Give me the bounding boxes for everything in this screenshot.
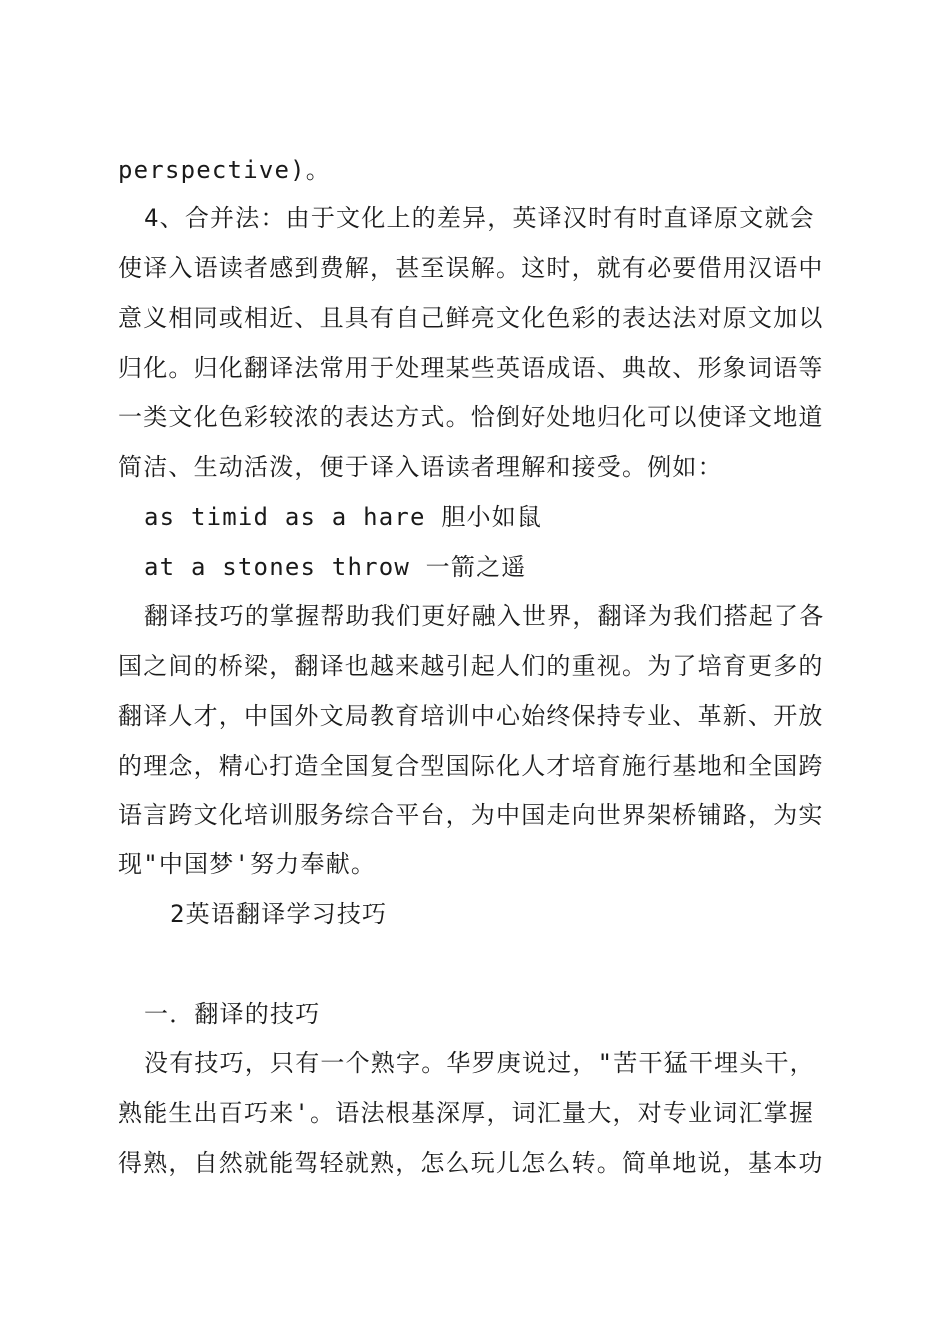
- text-line: as timid as a hare 胆小如鼠: [144, 503, 543, 531]
- text-line: 没有技巧，只有一个熟字。华罗庚说过，"苦干猛干埋头干，: [144, 1049, 815, 1077]
- text-line: 一类文化色彩较浓的表达方式。恰倒好处地归化可以使译文地道: [118, 403, 824, 431]
- text-line: 得熟，自然就能驾轻就熟，怎么玩儿怎么转。简单地说，基本功: [118, 1149, 824, 1177]
- text-line: 翻译技巧的掌握帮助我们更好融入世界，翻译为我们搭起了各: [144, 602, 825, 630]
- text-line: 语言跨文化培训服务综合平台，为中国走向世界架桥铺路，为实: [118, 801, 824, 829]
- text-line: 意义相同或相近、且具有自己鲜亮文化色彩的表达法对原文加以: [118, 304, 824, 332]
- text-line: 归化。归化翻译法常用于处理某些英语成语、典故、形象词语等: [118, 354, 824, 382]
- section-heading: 2英语翻译学习技巧: [170, 900, 388, 928]
- text-line: 熟能生出百巧来'。语法根基深厚，词汇量大，对专业词汇掌握: [118, 1099, 815, 1127]
- text-line: 翻译人才，中国外文局教育培训中心始终保持专业、革新、开放: [118, 702, 824, 730]
- text-line: 使译入语读者感到费解，甚至误解。这时，就有必要借用汉语中: [118, 254, 824, 282]
- text-line: 国之间的桥梁，翻译也越来越引起人们的重视。为了培育更多的: [118, 652, 824, 680]
- subsection-heading: 一．翻译的技巧: [144, 1000, 321, 1028]
- text-line: 的理念，精心打造全国复合型国际化人才培育施行基地和全国跨: [118, 752, 824, 780]
- text-line: perspective)。: [118, 156, 331, 184]
- text-line: at a stones throw 一箭之遥: [144, 553, 527, 581]
- text-line: 4、合并法：由于文化上的差异，英译汉时有时直译原文就会: [144, 204, 815, 232]
- text-line: 现"中国梦'努力奉献。: [118, 850, 377, 878]
- text-line: 简洁、生动活泼，便于译入语读者理解和接受。例如：: [118, 453, 723, 481]
